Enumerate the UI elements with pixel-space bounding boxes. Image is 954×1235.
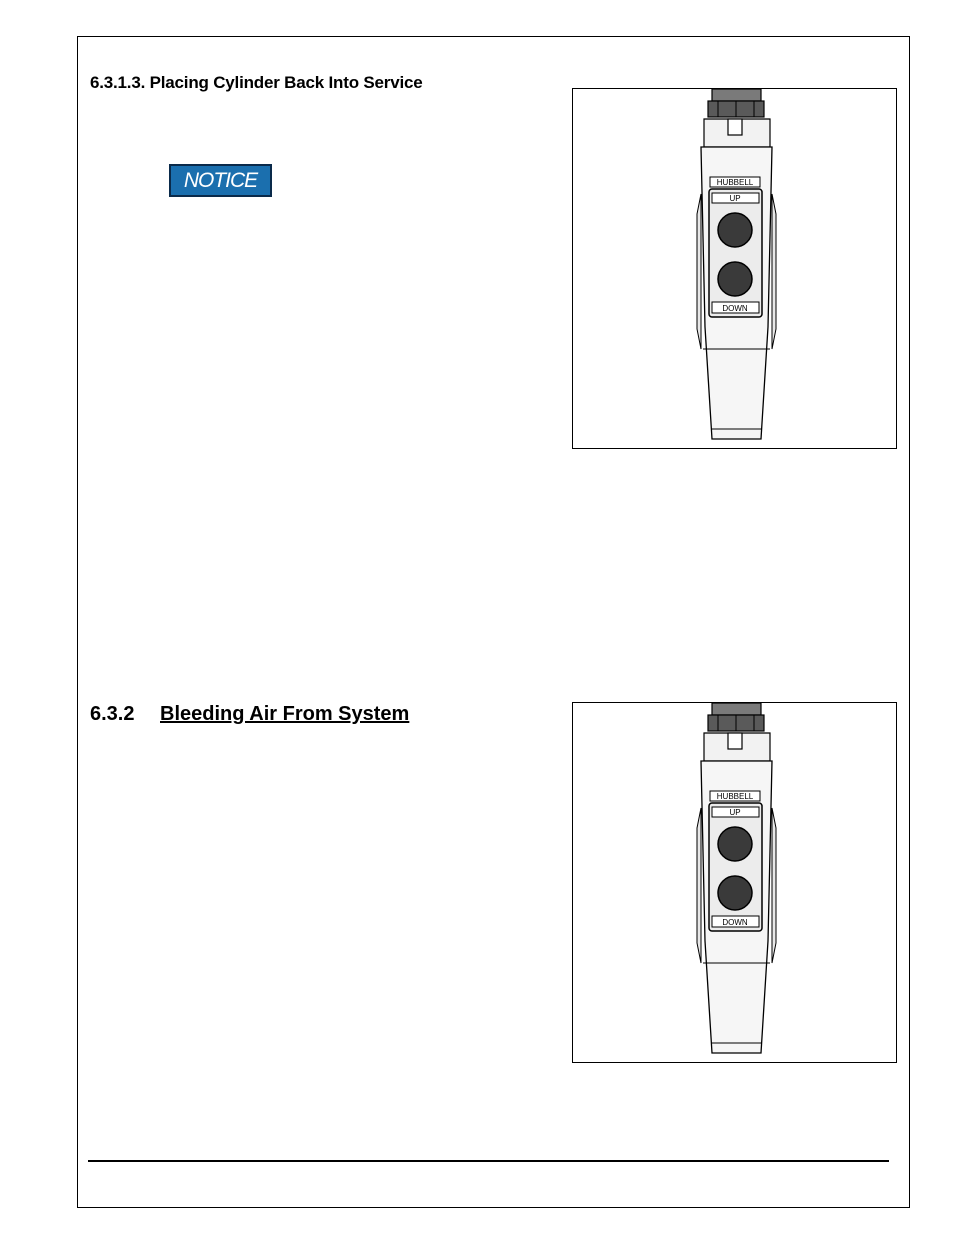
footer-rule <box>88 1160 889 1162</box>
up-label: UP <box>729 194 741 203</box>
subsection-heading: 6.3.1.3. Placing Cylinder Back Into Service <box>90 73 423 92</box>
down-label: DOWN <box>722 304 748 313</box>
pendant-control-icon <box>573 703 898 1064</box>
section-number: 6.3.2 <box>90 703 135 725</box>
section-heading <box>90 703 409 726</box>
section-title: Bleeding Air From System <box>160 703 410 725</box>
notice-label: NOTICE <box>183 168 258 192</box>
brand-label: HUBBELL <box>716 792 754 801</box>
pendant-figure-1 <box>572 88 897 449</box>
up-label: UP <box>729 808 741 817</box>
pendant-control-icon <box>573 89 898 450</box>
notice-badge <box>169 164 272 197</box>
brand-label: HUBBELL <box>716 178 754 187</box>
pendant-figure-2 <box>572 702 897 1063</box>
down-label: DOWN <box>722 918 748 927</box>
